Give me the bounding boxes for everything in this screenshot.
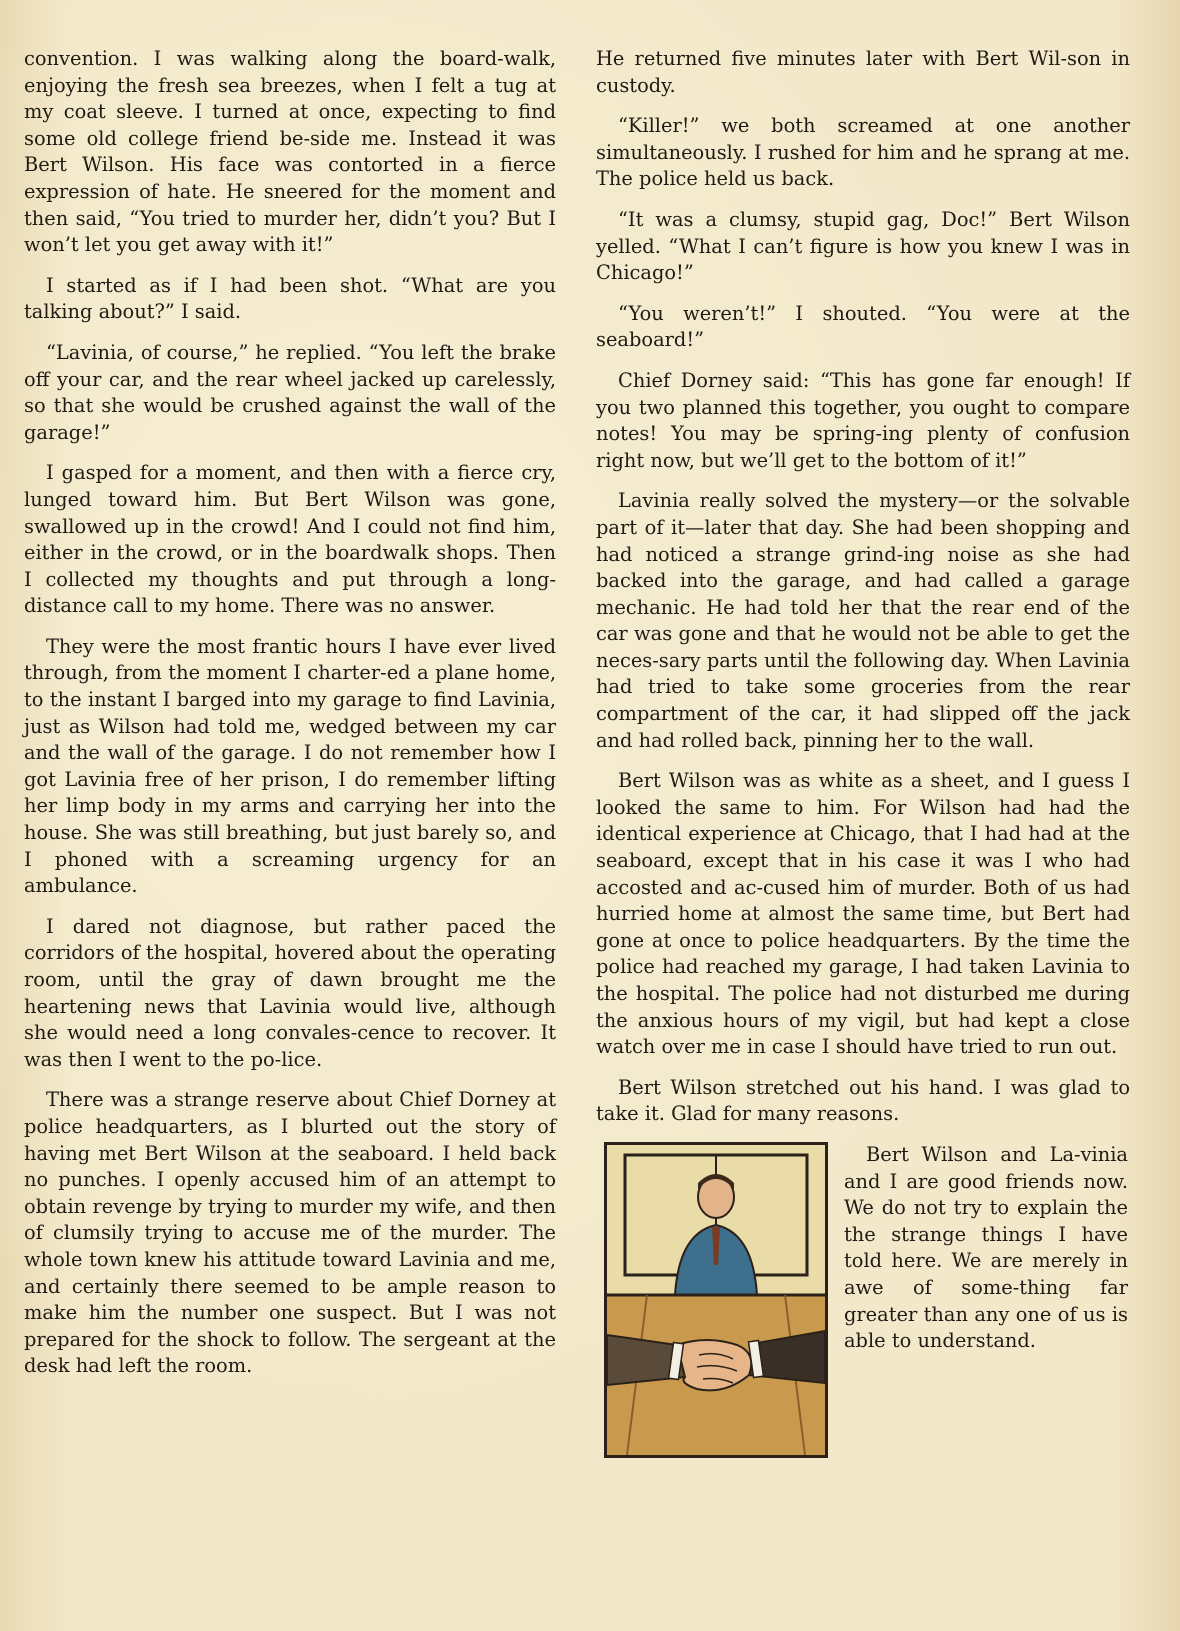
- paragraph: Bert Wilson was as white as a sheet, and I guess I looked the same to him. For Wilson had had the identical experience at Chicago, that I had had at the seaboard, except that in his case it was I who had accosted and ac-cused him of murder. Both of us had hurried home at almost the same time, but Bert had gone at once to police headquarters. By the time the police had reached my garage, I had taken Lavinia to the hospital. The police had not disturbed me during the anxious hours of my vigil, but had kept a close watch over me in case I should have tried to run out.: [596, 769, 1130, 1059]
- paragraph: “Killer!” we both screamed at one another simultaneously. I rushed for him and he sprang at me. The police held us back.: [596, 114, 1130, 191]
- right-column: [596, 46, 1130, 1462]
- paragraph: “It was a clumsy, stupid gag, Doc!” Bert Wilson yelled. “What I can’t figure is how you knew I was in Chicago!”: [596, 207, 1130, 285]
- paragraph: “Lavinia, of course,” he replied. “You left the brake off your car, and the rear wheel jacked up carelessly, so that she would be crushed against the wall of the garage!”: [24, 340, 556, 444]
- paragraph: There was a strange reserve about Chief Dorney at police headquarters, as I blurted out the story of having met Bert Wilson at the seaboard. I held back no punches. I openly accused him of an attempt to obtain revenge by trying to murder my wife, and then of clumsily trying to accuse me of the murder. The whole town knew his attitude toward Lavinia and me, and certainly there seemed to be ample reason to make him the number one suspect. But I was not prepared for the shock to follow. The sergeant at the desk had left the room.: [24, 1088, 556, 1378]
- paragraph: “You weren’t!” I shouted. “You were at the seaboard!”: [596, 301, 1130, 352]
- handshake-illustration: [604, 1142, 828, 1458]
- paragraph: They were the most frantic hours I have ever lived through, from the moment I charter-ed a plane home, to the instant I barged into my garage to find Lavinia, just as Wilson had told me, wedged between my car and the wall of the garage. I do not remember how I got Lavinia free of her prison, I do remember lifting her limp body in my arms and carrying her into the house. She was still breathing, but just barely so, and I phoned with a screaming urgency for an ambulance.: [24, 634, 556, 898]
- closing-section: [596, 1142, 1130, 1462]
- paragraph: I dared not diagnose, but rather paced the corridors of the hospital, hovered about the operating room, until the gray of dawn brought me the heartening news that Lavinia would live, although she would need a long convales-cence to recover. It was then I went to the po-lice.: [24, 914, 556, 1071]
- paragraph: I started as if I had been shot. “What are you talking about?” I said.: [24, 273, 556, 324]
- closing-text: [844, 1142, 1128, 1355]
- paragraph: Bert Wilson stretched out his hand. I was glad to take it. Glad for many reasons.: [596, 1075, 1130, 1126]
- left-column: [24, 46, 556, 1394]
- handshake-icon: [607, 1145, 825, 1455]
- paragraph: Bert Wilson and La-vinia and I are good friends now. We do not try to explain the the strange things I have told here. We are merely in awe of some-thing far greater than any one of us is able to understand.: [844, 1142, 1128, 1353]
- paragraph: I gasped for a moment, and then with a fierce cry, lunged toward him. But Bert Wilson was gone, swallowed up in the crowd! And I could not find him, either in the crowd, or in the boardwalk shops. Then I collected my thoughts and put through a long-distance call to my home. There was no answer.: [24, 461, 556, 618]
- paragraph: Lavinia really solved the mystery—or the solvable part of it—later that day. She had been shopping and had noticed a strange grind-ing noise as she had backed into the garage, and had called a garage mechanic. He had told her that the rear end of the car was gone and that he would not be able to get the neces-sary parts until the following day. When Lavinia had tried to take some groceries from the rear compartment of the car, it had slipped off the jack and had rolled back, pinning her to the wall.: [596, 489, 1130, 752]
- paragraph: He returned five minutes later with Bert Wil-son in custody.: [596, 47, 1130, 97]
- paragraph: Chief Dorney said: “This has gone far enough! If you two planned this together, you ought to compare notes! You may be spring-ing plenty of confusion right now, but we’ll get to the bottom of it!”: [596, 368, 1130, 472]
- paragraph: convention. I was walking along the board-walk, enjoying the fresh sea breezes, when I felt a tug at my coat sleeve. I turned at once, expecting to find some old college friend be-side me. Instead it was Bert Wilson. His face was contorted in a fierce expression of hate. He sneered for the moment and then said, “You tried to murder her, didn’t you? But I won’t let you get away with it!”: [24, 47, 556, 257]
